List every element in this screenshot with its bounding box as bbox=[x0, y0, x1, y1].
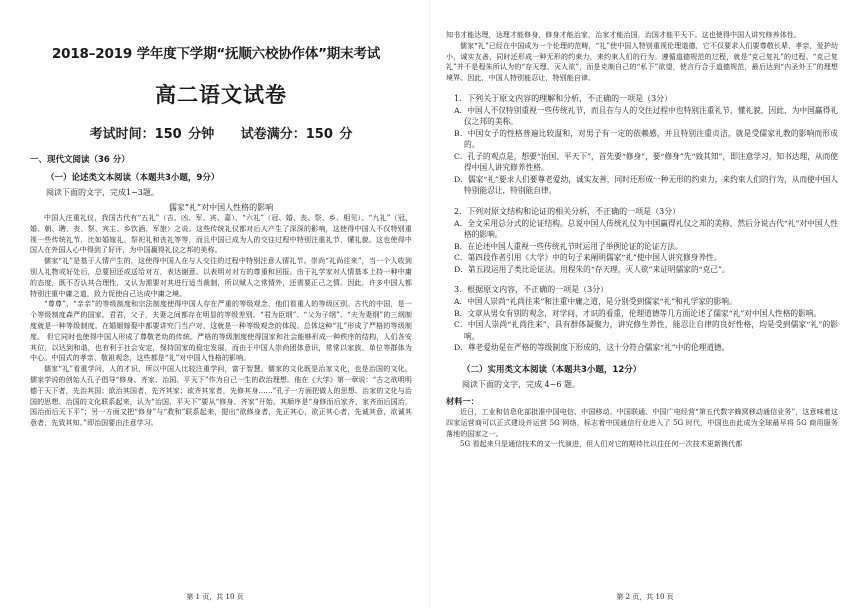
article-title: 儒家“礼”对中国人性格的影响 bbox=[168, 203, 274, 212]
option-c: C．第四段作者引用《大学》中的句子来阐明儒家“礼”使中国人讲究修身养性。 bbox=[454, 253, 722, 263]
question-stem: 2．下列对原文结构和论证的相关分析，不正确的一项是（3分） bbox=[454, 206, 681, 216]
instruction: 阅读下面的文字，完成 4~6 题。 bbox=[462, 379, 580, 389]
question-stem: 3．根据原文内容，不正确的一项是（3分） bbox=[454, 285, 609, 295]
section-heading: 一、现代文阅读（36 分） bbox=[30, 155, 130, 165]
question-1 bbox=[446, 93, 838, 197]
question-stem: 1．下列关于原文内容的理解和分析，不正确的一项是（3分） bbox=[454, 93, 673, 103]
exam-time: 考试时间：150 分钟 bbox=[89, 127, 215, 142]
option-d: D．尊老爱幼是在严格的等级制度下形成的，这十分符合儒家“礼”中的伦理道德。 bbox=[454, 343, 730, 353]
option-b: B．中国女子的性格普遍比较温和，对男子有一定的依赖感，并且特别注重贞洁，就是受儒家礼教的影响而形成的。 bbox=[454, 128, 838, 150]
option-b: B．在论述中国人重视一些传统礼节时运用了举例论证的论证方法。 bbox=[454, 241, 683, 251]
option-a: A．全文采用总分式的论证结构。总说中国人传统礼仪为中国赢得礼仪之邦的美称，然后分说古代“礼”对中国人性格的影响。 bbox=[454, 218, 838, 240]
option-c: C．中国人崇尚“礼尚往来”，具有群体凝聚力，讲究修生养性，能忍让自律的良好性格，均是受到儒家“礼”的影响。 bbox=[454, 320, 838, 341]
article-paragraph: 儒家“礼”是基于人情产生的，这使得中国人在与人交往的过程中特别注意人情礼节。崇尚“礼尚往来”，当一个人收到别人礼物或好处后，总要回还或送给对方，表达谢意。以表明对对方的尊重和回报。由于礼学家对人情基本上持一种中庸的态度，既不否认其合理性，又认为需要对其进行适当裁制，所以赋人之常情外，还需要正己之情。因此，许多中国人都特别注重中庸之道，致力促使自己达成中庸之境。 bbox=[30, 257, 412, 298]
option-b: B．文章从男女有别的观念，对学问，才识的看重，伦理道德等几方面论述了儒家“礼”对中国人性格的影响。 bbox=[454, 308, 822, 318]
question-2 bbox=[446, 206, 838, 276]
option-a: A．中国人崇尚“礼尚往来”和注重中庸之道，是分别受到儒家“礼”和礼学家的影响。 bbox=[454, 297, 737, 307]
option-d: D．儒家“礼”要求人们要尊老爱幼，诚实友善，同时还形成一种无形的约束力，来约束人们的行为，从而使中国人特别能忍让，特别能自律。 bbox=[454, 174, 838, 196]
article-paragraph: 儒家“礼”已经在中国成为一个伦理的范畴，“礼”使中国人特别重视伦理道德，它不仅要求人们要尊敬长辈，孝亲，爱护幼小，诚实友善，同时还形成一种无形的约束力，来约束人们的行为。遵循道德规范的过程，就是“克己复礼”的过程。“克己复礼”并不是程朱所认为的“存天理、灭人欲”，而是克制自己的“私下”欲望，使言行合于道德规范，最后达到“内圣外王”的理想境界。因此，中国人特别能忍让，特别能自律。 bbox=[446, 41, 838, 83]
article-paragraph: 知书才能达理，达理才能修身，修身才能治家，治家才能治国，治国才能平天下。这也使得中国人讲究修养体性。 bbox=[446, 31, 801, 39]
article-paragraph: “尊尊”、“亲亲”的等级制度和宗法制度使得中国人存在严重的等级观念，他们看重人的等级区别。古代的中国，是一个等级制度森严的国家。君君，父子，夫妻之间都存在明显的等级差别。“君为臣纲”、“父为子纲”、“夫为妻纲”的三纲制度就是一种等级制度。在婚姻嫁娶中都要讲究门当户对，这就是一种等级观念的体现。总体这种“礼”形成了严格的等级制度。 但它同时也使得中国人形成了尊敬老幼的传统。严格的等级制度使得国家和社会能够形成一种秩序的结构，人们各安其位，以达到和谐，也有利于社会安定，保持国家的稳定发展，而由于中国人崇尚团体意识，常常以家族、单位等群体为中心。中国式的孝亲、敬祖观念，这些都是“礼”对中国人性格的影响。 bbox=[30, 300, 412, 363]
subsection-heading: （二）实用类文本阅读（本题共3小题，12分） bbox=[462, 364, 642, 375]
material-paragraph: 5G 看起来只是通信技术的又一代演进，但人们对它的期待比以往任何一次技术更新换代都 bbox=[460, 440, 743, 449]
page-footer: 第 2 页，共 10 页 bbox=[616, 593, 674, 601]
article-paragraph: 儒家“礼”看重学问，人的才识，所以中国人比较注重学问，富于智慧。儒家的文化既是治家文化，也是治国的文化。儒家学说的创始人孔子倡导“修身、齐家、治国、平天下”作为自己一生的政治理想。他在《大学》第一章说：“古之欲明明德于天下者，先治其国；欲治其国者，先齐其家；欲齐其家者，先修其身……”孔子一方面把做人的思想、治家的文化与治国的思想、治国的文化联系起来，认为“治国、平天下”要从“修身、齐家”开始。其顺序是“身修而后家齐，家齐而后国治，国治而后天下平”；另一方面又把“修身”与“救和”联系起来，提出“欲修身者，先正其心，欲正其心者，先诚其意，欲诚其意者，先致其知。”即治国要由注意学习。 bbox=[30, 365, 412, 428]
material-label: 材料一： bbox=[446, 395, 479, 406]
option-c: C．孔子的观点是，想要“治国、平天下”，首先要“修身”，要“修身”先“致其知”，即注意学习，知书达理，从而使得中国人讲究修养性格。 bbox=[454, 151, 838, 173]
exam-name: 2018–2019 学年度下学期“抚顺六校协作体”期末考试 bbox=[51, 46, 381, 62]
material-paragraph: 近日，工业和信息化部批准中国电信、中国移动、中国联通、中国广电经营“第五代数字蜂窝移动通信业务”，这意味着这四家运营商可以正式建设并运营 5G 网络，标志着中国通信行业进入了 5G 时代，中国也由此成为全球最早将 5G 商用服务落地的国家之一。 bbox=[446, 407, 838, 438]
subsection-heading: （一）论述类文本阅读（本题共3小题，9分） bbox=[46, 173, 220, 183]
article-paragraph: 中国人注重礼仪，我国古代有“五礼”（吉、凶、军、宾、嘉）、“六礼”（冠、婚、丧、祭、乡、相见）、“九礼”（冠、婚、朝、聘、丧、祭、宾主、乡饮酒、军旅）之说。这些传统礼仪都对后人产生了深深的影响，这使得中国人不仅特别重视一些传统礼节，比如婚嫁礼、祭祀礼和丧礼等等，而且中国已成为人的交往过程中特别注重礼节，懂礼貌。这也使得中国人在外国人心中得到了好评，为中国赢得礼仪之邦的美称。 bbox=[30, 214, 412, 255]
page-footer: 第 1 页，共 10 页 bbox=[186, 593, 244, 601]
option-a: A．中国人不仅特别重视一些传统礼节，而且在与人的交往过程中也特别注重礼节，懂礼貌，因此，为中国赢得礼仪之邦的美称。 bbox=[454, 105, 838, 127]
option-d: D．第五段运用了类比论证法。用程朱的“存天理，灭人欲”来证明儒家的“克己”。 bbox=[454, 264, 730, 274]
subject-title: 高二语文试卷 bbox=[155, 83, 287, 107]
right-page bbox=[430, 0, 860, 608]
exam-meta bbox=[30, 123, 412, 142]
instruction: 阅读下面的文字，完成1~3题。 bbox=[46, 188, 159, 197]
exam-score: 试卷满分：150 分 bbox=[240, 127, 353, 142]
question-3 bbox=[446, 284, 838, 354]
